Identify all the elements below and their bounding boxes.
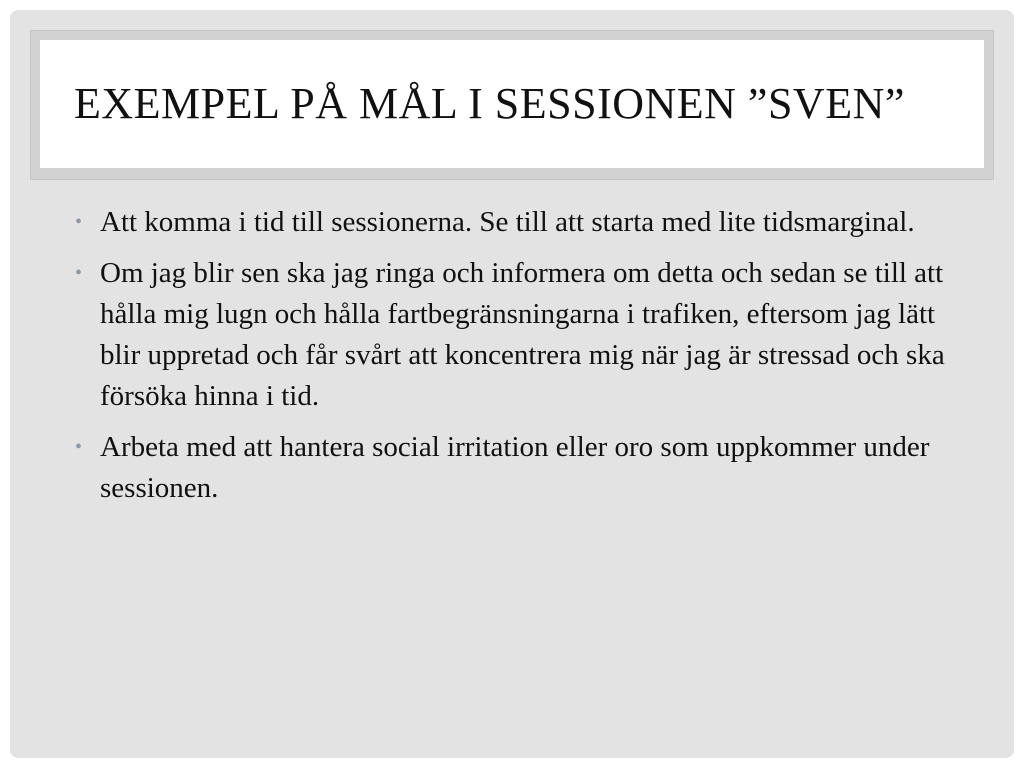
bullet-text: Arbeta med att hantera social irritation eller oro som uppkommer under sessionen. (100, 431, 930, 504)
bullet-list (72, 202, 972, 509)
bullet-dot-icon: • (75, 436, 83, 458)
bullet-item (72, 202, 972, 243)
bullet-dot-icon: • (75, 211, 83, 233)
bullet-item (72, 253, 972, 417)
content-area (72, 202, 972, 519)
bullet-dot-icon: • (75, 262, 83, 284)
bullet-text: Om jag blir sen ska jag ringa och informera om detta och sedan se till att hålla mig lugn och hålla fartbegränsningarna i trafiken, eftersom jag lätt blir uppretad och får svårt att koncentrera mig när jag är stressad och ska försöka hinna i tid. (100, 257, 945, 412)
title-box (40, 40, 984, 168)
slide-title: EXEMPEL PÅ MÅL I SESSIONEN ”SVEN” (74, 79, 905, 128)
bullet-item (72, 427, 972, 509)
bullet-text: Att komma i tid till sessionerna. Se till att starta med lite tidsmarginal. (100, 206, 915, 238)
slide (10, 10, 1014, 758)
